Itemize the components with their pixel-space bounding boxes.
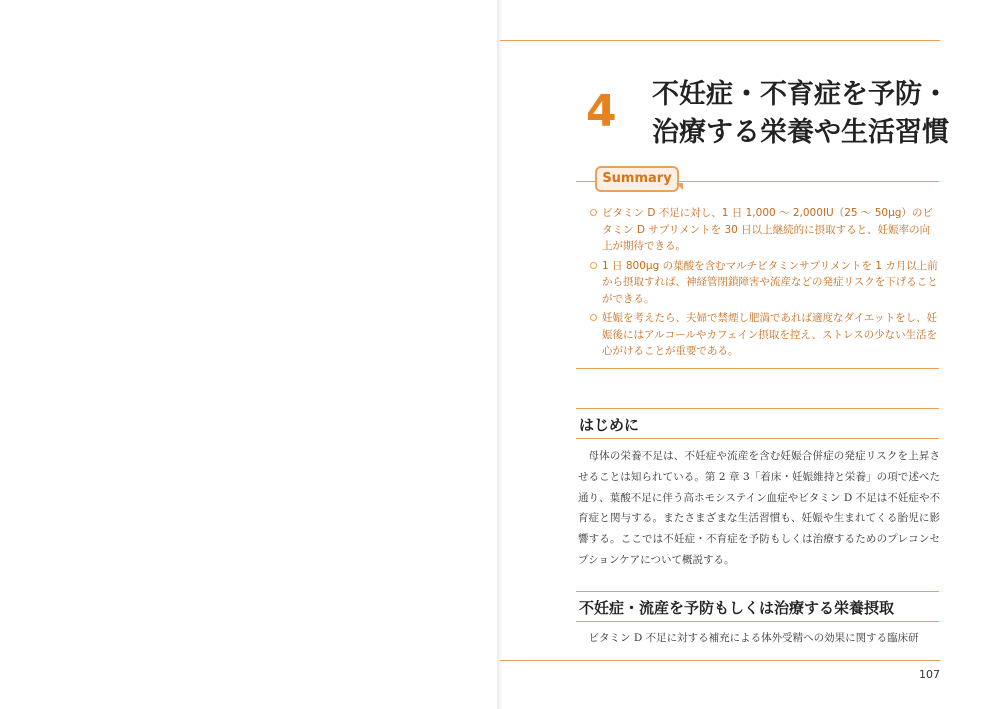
chapter-title-line1: 不妊症・不育症を予防・: [652, 79, 949, 110]
summary-badge: Summary: [595, 166, 679, 192]
circle-bullet-icon: [590, 314, 597, 321]
summary-list: [590, 205, 940, 363]
page-number: 107: [919, 668, 940, 681]
chapter-title-line2: 治療する栄養や生活習慣: [652, 117, 949, 148]
circle-bullet-icon: [590, 209, 597, 216]
summary-item-text: ビタミン D 不足に対し、1 日 1,000 ～ 2,000IU（25 ～ 50μg）のビタミン D サプリメントを 30 日以上継続的に摂取すると、妊娠率の向上が期待できる。: [602, 207, 933, 252]
summary-badge-tail: [676, 183, 683, 190]
header-rule: [500, 40, 940, 41]
section1-body: 母体の栄養不足は、不妊症や流産を含む妊娠合併症の発症リスクを上昇させることは知られている。第 2 章 3「着床・妊娠維持と栄養」の項で述べた通り、葉酸不足に伴う高ホモシステイン血症やビタミン D 不足は不妊症や不育症と関与する。またさまざまな生活習慣も、妊娠や生まれてくる胎児に影響する。ここでは不妊症・不育症を予防もしくは治療するためのプレコンセプションケアについて概説する。: [578, 450, 940, 566]
footer-rule: [500, 660, 940, 661]
section1-rule-bottom: [576, 438, 939, 439]
summary-item: [590, 310, 940, 360]
section2-body: ビタミン D 不足に対する補充による体外受精への効果に関する臨床研: [588, 632, 919, 644]
section2-rule-top: [576, 591, 939, 592]
summary-item: [590, 258, 940, 308]
chapter-number: 4: [586, 86, 617, 137]
summary-item-text: 1 日 800μg の葉酸を含むマルチビタミンサプリメントを 1 カ月以上前から摂取すれば、神経管閉鎖障害や流産などの発症リスクを下げることができる。: [602, 259, 938, 305]
left-blank-page: [0, 0, 499, 709]
section2-rule-bottom: [576, 621, 939, 622]
section1-heading: はじめに: [579, 416, 640, 434]
circle-bullet-icon: [590, 262, 597, 269]
chapter-title: [652, 76, 952, 152]
summary-item: [590, 205, 940, 255]
summary-rule-bottom: [576, 368, 939, 369]
summary-item-text: 妊娠を考えたら、夫婦で禁煙し肥満であれば適度なダイエットをし、妊娠後にはアルコールやカフェイン摂取を控え、ストレスの少ない生活を心がけることが重要である。: [602, 312, 938, 357]
section1-rule-top: [576, 408, 939, 409]
section2-heading: 不妊症・流産を予防もしくは治療する栄養摂取: [579, 599, 895, 617]
